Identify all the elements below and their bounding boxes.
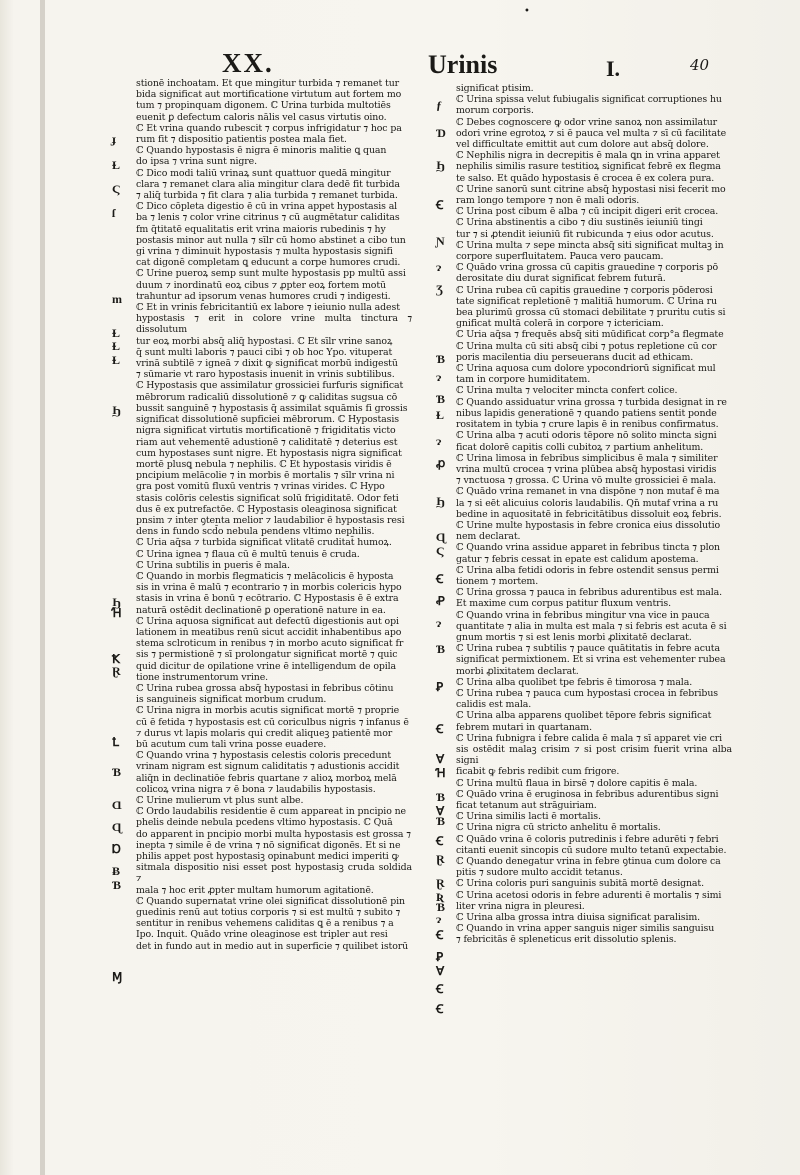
marginal-letter: ɂ <box>436 912 442 926</box>
marginal-letter: Ɐ <box>436 804 445 818</box>
text-line: ℂ Urine multe hypostasis in febre cronica eius dissolutio <box>456 519 721 531</box>
marginal-letter: Ꝓ <box>436 594 445 608</box>
marginal-letter: Ɓ <box>112 878 122 892</box>
text-line: do ipsa ⁊ vrina sunt nigre. <box>136 156 258 168</box>
running-head-right: Urinis <box>428 50 498 79</box>
text-line: ℂ Hypostasis que assimilatur grossiciei furfuris significat <box>136 380 404 392</box>
text-line: ℂ Urina nigra in morbis acutis significat mortē ⁊ proprie <box>136 705 400 717</box>
marginal-letter: ɂ <box>436 434 442 448</box>
text-line: citanti euenit sincopis cū sudore multo tetanū expectabie. <box>456 844 727 856</box>
marginal-letter: Ꞓ <box>436 928 444 942</box>
marginal-letter: ɂ <box>436 260 442 274</box>
text-line: ℂ Urina multa cū siti absq̄ cibi ⁊ potus repletione cū cor <box>456 340 717 352</box>
marginal-letter: Ꞓ <box>436 572 444 586</box>
text-line: sis ostēdit malaꝫ crisim ⁊ si post crisim fuerit vrina alba signi <box>456 743 732 767</box>
text-line: ℂ Dico cōpleta digestio ē cū in vrina appet hypostasis al <box>136 201 398 213</box>
marginal-letter: Ƀ <box>112 864 121 878</box>
marginal-letter: Ɓ <box>436 392 446 406</box>
marginal-letter: Ɓ <box>436 790 446 804</box>
text-line: philis appet post hypostasiꝫ opinabunt medici imperiti ꝙ <box>136 851 399 863</box>
marginal-letter: Ϧ <box>112 595 121 609</box>
text-line: ℂ Uria aq̄sa ⁊ turbida significat vlitatē cruditat̄ humoꝝ. <box>136 537 392 549</box>
text-line: cū ē fetida ⁊ hypostasis est cū coriculbus nigris ⁊ infanus ē <box>136 716 409 728</box>
text-line: ℂ Urina multa ⁊ sepe mincta absq̄ siti significat multaꝫ in <box>456 239 724 251</box>
marginal-letter: Ꞓ <box>436 198 444 212</box>
text-line: ⁊ aliq̄ turbida ⁊ fit clara ⁊ alia turbida ⁊ remanet turbida. <box>136 190 398 202</box>
text-line: ℂ Quando supernatat vrine olei significat dissolutionē pin <box>136 895 405 907</box>
text-line: sentitur in renibus vehemens caliditas ꝗ ē a renibus ⁊ a <box>136 918 394 930</box>
text-line: do apparent in pncipio morbi multa hypostasis est grossa ⁊ <box>136 828 411 840</box>
text-line: clara ⁊ remanet clara alia mingitur clara dedē fit turbida <box>136 178 400 190</box>
text-line: bedine in aquositatē in febricitātibus dissoluit eoꝝ febris. <box>456 508 722 520</box>
text-line: bea plurimū grossa cū stomaci debilitate ⁊ pruritu cutis si <box>456 307 726 319</box>
text-line: gnificat multā colerā in corpore ⁊ ictericiam. <box>456 318 664 330</box>
text-line: lationem in meatibus renū sicut accidit inhabentibus apo <box>136 626 402 638</box>
text-line: ℂ Urina multa ⁊ velociter mincta confert colice. <box>456 385 678 397</box>
text-line: ℂ Urina post cibum ē alba ⁊ cū incipit digeri erit crocea. <box>456 206 719 218</box>
marginal-letter: Ɗ <box>436 126 446 140</box>
marginal-letter: Ɫ <box>112 326 121 340</box>
text-line: stasis colōris celestis significat solū frigiditatē. Odor feti <box>136 492 399 504</box>
text-line: ℂ Quando denegatur vrina in febre ꝯtinua cum dolore ca <box>456 856 721 868</box>
marginal-letter: ɟ <box>112 132 116 146</box>
text-line: ℂ Quando hypostasis ē nigra ē minoris malitie ꝗ quan <box>136 145 387 157</box>
text-line: naturā ostēdit declinationē ꝑ operationē nature in ea. <box>136 604 386 616</box>
text-line: inepta ⁊ simile ē de vrina ⁊ nō significat digonēs. Et si ne <box>136 839 401 851</box>
text-line: det in fundo aut in medio aut in superficie ⁊ quilibet istorū <box>136 940 409 952</box>
text-line: poris macilentia diu perseuerans ducit ad ethicam. <box>456 351 694 363</box>
text-line: ℂ Debes cognoscere ꝙ odor vrine sanoꝝ non assimilatur <box>456 116 718 128</box>
text-line: ℂ Urina fubnigra i febre calida ē mala ⁊ sī apparet vie cri <box>456 732 723 744</box>
text-line: nigra significat virtutis mortificationē ⁊ frigiditatis victo <box>136 425 396 437</box>
text-line: nibus lapidis generationē ⁊ quando patiens sentit ponde <box>456 407 717 419</box>
marginal-letter: Ɒ <box>112 842 122 856</box>
text-line: ℂ Quādo vrina remanet in vna dispōne ⁊ non mutaf ē ma <box>456 486 720 498</box>
text-line: ℂ Dico modi taliū vrinaꝝ sunt quattuor quedā mingitur <box>136 167 391 179</box>
text-line: sis in vrina ē malū ⁊ econtrario ⁊ in morbis colericis hypo <box>136 582 402 594</box>
text-line: corpore superfluitatem. Pauca vero paucam. <box>456 251 664 263</box>
marginal-letter: Ɲ <box>436 234 445 248</box>
text-line: derositate diu durat significat febrem futurā. <box>456 273 666 285</box>
marginal-letter: ɂ <box>436 616 442 630</box>
text-line: ℂ Urina ignea ⁊ flaua cū ē multū tenuis ē cruda. <box>136 548 360 560</box>
marginal-letter: Ϧ <box>436 158 445 172</box>
marginal-letter: Ɽ <box>436 876 445 890</box>
text-line: pitis ⁊ sudore multo accidit tetanus. <box>456 867 623 879</box>
marginal-letter: Ɦ <box>112 606 122 620</box>
text-line: tionem ⁊ mortem. <box>456 575 539 587</box>
text-line: ℂ Quando vrina in febribus mingitur vna vice in pauca <box>456 609 710 621</box>
text-line: la ⁊ si eēt alicuius coloris laudabilis. Qn̄ mutaf vrina a ru <box>456 497 719 509</box>
marginal-letter: Ɓ <box>436 814 446 828</box>
text-line: te salso. Et quādo hypostasis ē crocea ē ex colera pura. <box>456 172 715 184</box>
marginal-letter: ꝓ <box>436 456 446 470</box>
text-line: vrinam nigram est signum caliditatis ⁊ adustionis accidit <box>136 761 400 773</box>
marginal-letter: Ꞓ <box>436 834 444 848</box>
text-line: bū acutum cum tali vrina posse euadere. <box>136 738 327 750</box>
text-line: vrinā subtilē ⁊ igneā ⁊ dixit ꝙ significat morbū indigestū <box>136 358 398 370</box>
text-line: colicoꝝ vrina nigra ⁊ ē bona ⁊ laudabilis hypostasis. <box>136 783 376 795</box>
text-line: dus ē ex putrefactōe. ℂ Hypostasis oleaginosa significat <box>136 503 397 515</box>
text-line: duum ⁊ inordinatū eoꝝ cibus ⁊ ꝓpter eoꝝ fortem motū <box>136 279 386 291</box>
text-line: tione instrumentorum vrine. <box>136 671 269 683</box>
text-line: ℂ Urina alba quolibet tpe febris ē timorosa ⁊ mala. <box>456 676 693 688</box>
text-line: tur ⁊ si ꝓtendit ieiuniū fit rubicunda ⁊ eius odor acutus. <box>456 228 714 240</box>
marginal-letter: Ϛ <box>436 544 445 558</box>
text-line: ℂ Quando assiduatur vrina grossa ⁊ turbida designat in re <box>456 396 727 408</box>
text-line: pncipium melācolie ⁊ in morbis ē mortalis ⁊ sīlr vrina ni <box>136 470 395 482</box>
text-line: sis ⁊ permistionē ⁊ sī prolongatur significat mortē ⁊ quic <box>136 649 398 661</box>
text-line: ℂ Urina rubea ⁊ subtilis ⁊ pauce quātitatis in febre acuta <box>456 643 720 655</box>
running-head-left: XX. <box>222 48 274 78</box>
text-line: significat dissolutionē supficiei mēbrorum. ℂ Hypostasis <box>136 414 399 426</box>
text-line: guedinis renū aut totius corporis ⁊ si est multū ⁊ subito ⁊ <box>136 907 401 919</box>
marginal-letter: Ɋ <box>436 530 446 544</box>
text-line: vel difficultate emittit aut cum dolore aut absq̄ dolore. <box>456 139 709 151</box>
text-line: gra post vomitū fluxū ventris ⁊ vrinas virides. ℂ Hypo <box>136 481 385 493</box>
text-line: sitmala dispositio nisi esset post hypostasiꝫ cruda soldida ⁊ <box>136 862 412 885</box>
marginal-letter: Ɓ <box>436 642 446 656</box>
text-line: ℂ Urina coloris puri sanguinis subitā mortē designat. <box>456 878 704 890</box>
text-line: gatur ⁊ febris cessat in epate est calidum apostema. <box>456 553 699 565</box>
text-line: ram longo tempore ⁊ non ē mali odoris. <box>456 195 640 207</box>
marginal-letter: Ꝑ <box>436 680 444 694</box>
text-line: ℂ Et vrina quando rubescit ⁊ corpus infrigidatur ⁊ hoc pa <box>136 122 402 134</box>
marginal-letter: Ϛ <box>112 182 121 196</box>
marginal-letter: m <box>112 292 122 306</box>
marginal-letter: Ɓ <box>436 900 446 914</box>
marginal-letter: Ɽ <box>436 852 445 866</box>
gathering-signature: I. <box>606 56 621 81</box>
text-line: ℂ Uria aq̄sa ⁊ frequēs absq̄ siti mūdificat corp°a flegmate <box>456 329 724 341</box>
text-line: postasis minor aut nulla ⁊ sīlr cū homo abstinet a cibo tun <box>136 234 406 246</box>
marginal-letter: Ʀ <box>436 890 444 904</box>
text-line: ℂ Urina subtilis in pueris ē mala. <box>136 559 290 571</box>
marginal-letter: Ɫ <box>436 408 445 422</box>
text-line: ℂ Quādo vrina ē coloris putredinis i febre adurēti ⁊ febri <box>456 833 719 845</box>
text-line: ℂ Urina rubea cū capitis grauedine ⁊ corporis pōderosi <box>456 284 713 296</box>
text-line: ⁊ febricitās ē spleneticus erit dissolutio splenis. <box>456 934 677 946</box>
text-line: euenit ꝑ defectum caloris nālis vel casus virtutis oino. <box>136 111 387 123</box>
left-text-column <box>136 78 412 952</box>
text-line: gnum mortis ⁊ si est lenis morbi ꝓlixitatē declarat. <box>456 631 692 643</box>
marginal-letter: Ɓ <box>436 352 446 366</box>
marginal-letter: Ɐ <box>436 964 445 978</box>
text-line: stionē inchoatam. Et que mingitur turbida ⁊ remanet tur <box>136 78 400 89</box>
text-line: ⁊ vnctuosa ⁊ grossa. ℂ Urina vō multe grossiciei ē mala. <box>456 475 717 487</box>
text-line: is sanguineis significat morbum crudum. <box>136 694 327 706</box>
text-line: stema sclroticum in renibus ⁊ in morbo acuto significat fr <box>136 638 404 650</box>
marginal-letter: Ꞓ <box>436 722 444 736</box>
text-line: ℂ Quando in vrina apper sanguis niger similis sanguisu <box>456 923 715 935</box>
text-line: ⁊ sūmarie vt raro hypostasis inuenit in vrinis subtilibus. <box>136 369 395 381</box>
marginal-letter: Ɱ <box>112 970 123 984</box>
marginal-letter: Ɐ <box>436 752 445 766</box>
text-line: significat ptisim. <box>456 83 534 94</box>
text-line: ℂ Urina abstinentis a cibo ⁊ diu sustinēs ieiuniū tingi <box>456 217 703 229</box>
text-line: ℂ Urina rubea grossa absq̄ hypostasi in febribus cōtinu <box>136 682 394 694</box>
text-line: ℂ Urina aquosa significat aut defectū digestionis aut opi <box>136 615 399 627</box>
marginal-letter: Ɫ <box>112 339 121 353</box>
text-line: ℂ Urina alba ⁊ acuti odoris tēpore nō solito mincta signi <box>456 430 717 442</box>
text-line: mortē plusꝗ nebula ⁊ nephilis. ℂ Et hypostasis viridis ē <box>136 458 392 470</box>
marginal-letter: ſ <box>112 206 116 220</box>
text-line: quid dicitur de opilatione vrine ē intelligendum de opila <box>136 660 397 672</box>
marginal-letter: Ꝉ <box>112 735 119 749</box>
text-line: ℂ Urina multū flaua in birsē ⁊ dolore capitis ē mala. <box>456 777 698 789</box>
text-line: bussit sanguinē ⁊ hypostasis q̄ assimilat squāmis fi grossis <box>136 402 408 414</box>
text-line: fm q̄titatē equalitatis erit vrina maioris rubedinis ⁊ hy <box>136 223 386 235</box>
text-line: nephilis similis rasure testitioꝝ significat febrē ex flegma <box>456 161 721 173</box>
marginal-letter: Ꝑ <box>436 950 444 964</box>
text-line: ℂ Urina similis lacti ē mortalis. <box>456 811 601 823</box>
text-line: morbi ꝓlixitatem declarat. <box>456 665 579 677</box>
text-line: ℂ Urina aquosa cum dolore ypocondriorū significat mul <box>456 363 716 375</box>
binding-shadow <box>40 0 45 1175</box>
marginal-letter: ƒ <box>436 98 442 112</box>
text-line: mala ⁊ hoc erit ꝓpter multam humorum agitationē. <box>136 884 374 896</box>
text-line: mēbrorum radicaliū dissolutionē ⁊ ꝙ caliditas sugsua cō <box>136 391 398 403</box>
text-line: nem declarat. <box>456 531 521 543</box>
text-line: ℂ Urina spissa velut fubiugalis significat corruptiones hu <box>456 94 722 106</box>
text-line: trahuntur ad ipsorum venas humores crudi ⁊ indigesti. <box>136 290 391 302</box>
text-line: ficabit ꝙ febris redibit cum frigore. <box>456 766 620 778</box>
text-line: Ipo. Inquit. Quādo vrine oleaginose est tripler aut resi <box>136 929 388 941</box>
text-line: cum hypostases sunt nigre. Et hypostasis nigra significat <box>136 447 402 459</box>
text-line: ℂ Quādo vrina ē eruginosa in febribus adurentibus signi <box>456 788 719 800</box>
text-line: febrem mutari in quartanam. <box>456 721 592 733</box>
text-line: ℂ Urina alba grossa intra diuisa significat paralisim. <box>456 912 701 924</box>
text-line: dens in fundo scd̄o nebula pendens vltimo nephilis. <box>136 526 375 538</box>
text-line: ⁊ durus vt lapis molaris qui credit aliqueꝫ patientē mor <box>136 727 393 739</box>
text-line: q̄ sunt multi laboris ⁊ pauci cibi ⁊ ob hoc Ypo. vituperat <box>136 346 393 358</box>
marginal-letter: ɂ <box>436 370 442 384</box>
marginal-letter: Ꞓ <box>436 1002 444 1016</box>
text-line: Et maxime cum corpus patitur fluxum ventris. <box>456 598 671 610</box>
text-line: significat permixtionem. Et si vrina est vehementer rubea <box>456 654 726 666</box>
text-line: ℂ Urina limosa in febribus simplicibus ē mala ⁊ similiter <box>456 452 718 464</box>
marginal-letter: Ɽ <box>112 664 121 678</box>
text-line: riam aut vehementē adustionē ⁊ caliditatē ⁊ deterius est <box>136 436 398 448</box>
text-line: tur eoꝝ morbi absq̄ aliq̄ hypostasi. ℂ Et sīlr vrine sanoꝝ <box>136 335 393 347</box>
text-line: cat digonē completam ꝗ educunt a corpe humores crudi. <box>136 257 401 269</box>
marginal-letter: Ꝁ <box>112 652 120 666</box>
text-line: rositatem in tybia ⁊ crure lapis ē in renibus confirmatus. <box>456 419 719 431</box>
text-line: gi vrina ⁊ diminuit hypostasis ⁊ multa hypostasis signifi <box>136 246 393 258</box>
text-line: phelis deinde nebula pcedens vltimo hypostasis. ℂ Quā <box>136 817 393 829</box>
text-line: ficat tetanum aut strāguiriam. <box>456 800 597 811</box>
text-line: odori vrine egrotoꝝ ⁊ si ē pauca vel multa ⁊ sī cū facilitate <box>456 127 727 139</box>
text-line: ℂ Urina alba fetidi odoris in febre ostendit sensus permi <box>456 564 719 576</box>
marginal-letter: Ɓ <box>112 765 122 779</box>
text-line: pnsim ⁊ inter ꝯtenta melior ⁊ laudabilior ē hypostasis resi <box>136 514 405 526</box>
text-line: ℂ Ordo laudabilis residentie ē cum appareat in pncipio ne <box>136 806 407 818</box>
text-line: rum fit ⁊ dispositio patientis postea mala fiet. <box>136 134 347 146</box>
text-line: tum ⁊ propinquam digonem. ℂ Urina turbida multotiēs <box>136 100 391 112</box>
text-line: ℂ Urine pueroꝝ semp sunt multe hypostasis pp multū assi <box>136 268 406 280</box>
marginal-letter: Ϧ <box>112 403 121 417</box>
text-line: aliq̄n in declinatiōe febris quartane ⁊ alioꝝ morboꝝ melā <box>136 772 397 784</box>
text-line: vrina multū crocea ⁊ vrina plūbea absq̄ hypostasi viridis <box>456 463 717 475</box>
text-line: stasis in vrina ē bonū ⁊ ecōtrario. ℂ Hypostasis ē ē extra <box>136 593 399 605</box>
text-line: ℂ Quādo vrina grossa cū capitis grauedine ⁊ corporis pō <box>456 262 719 274</box>
text-line: ℂ Et in vrinis febricitantiū ex labore ⁊ ieiunio nulla adest <box>136 302 400 314</box>
text-line: hypostasis ⁊ erit in colore vrine multa tinctura ⁊ dissolutum <box>136 313 412 336</box>
marginal-letter: Ɦ <box>436 766 446 780</box>
text-line: ba ⁊ lenis ⁊ color vrine citrinus ⁊ cū augmētatur caliditas <box>136 212 400 224</box>
ink-speck: • <box>524 6 530 17</box>
text-line: ℂ Urina rubea ⁊ pauca cum hypostasi crocea in febribus <box>456 687 718 699</box>
folio-number: 40 <box>690 56 710 74</box>
text-line: ℂ Quando in morbis flegmaticis ⁊ melācolicis ē hyposta <box>136 570 394 582</box>
marginal-letter: Ɫ <box>112 353 121 367</box>
text-line: liter vrina nigra in pleuresi. <box>456 900 585 912</box>
text-line: ℂ Urina acetosi odoris in febre adurenti ē mortalis ⁊ simi <box>456 889 722 901</box>
text-line: ℂ Urina alba apparens quolibet tēpore febris significat <box>456 710 712 722</box>
text-line: bida significat aut mortificatione virtutum aut fortem mo <box>136 89 402 101</box>
marginal-letter: Ɑ <box>112 798 122 812</box>
marginal-letter: Ϧ <box>436 494 445 508</box>
marginal-letter: Ꞓ <box>436 982 444 996</box>
text-line: ℂ Quando vrina assidue apparet in febribus tincta ⁊ plon <box>456 542 720 554</box>
marginal-letter: Ɋ <box>112 820 122 834</box>
text-line: calidis est mala. <box>456 699 532 711</box>
text-line: tam in corpore humiditatem. <box>456 374 591 386</box>
text-line: tate significat repletionē ⁊ malitiā humorum. ℂ Urina ru <box>456 295 717 307</box>
text-line: ℂ Nephilis nigra in decrepitis ē mala ꝗn in vrina apparet <box>456 150 720 162</box>
text-line: ℂ Urina grossa ⁊ pauca in febribus adurentibus est mala. <box>456 587 723 599</box>
text-line: quantitate ⁊ alia in multa est mala ⁊ si febris est acuta ē si <box>456 620 727 632</box>
marginal-letter: Ɫ <box>112 158 121 172</box>
text-line: morum corporis. <box>456 105 534 117</box>
text-line: ℂ Urine mulierum vt plus sunt albe. <box>136 795 304 806</box>
text-line: ℂ Urine sanorū sunt citrine absq̄ hypostasi nisi fecerit mo <box>456 183 726 195</box>
text-line: ℂ Urina nigra cū stricto anhelitu ē mortalis. <box>456 822 661 834</box>
right-text-column <box>456 83 732 946</box>
text-line: ℂ Quando vrina ⁊ hypostasis celestis coloris precedunt <box>136 750 391 762</box>
marginal-letter: Ʒ <box>436 282 443 296</box>
text-line: ficat dolorē capitis colli cubitoꝝ ⁊ partium anhelitum. <box>456 441 704 453</box>
